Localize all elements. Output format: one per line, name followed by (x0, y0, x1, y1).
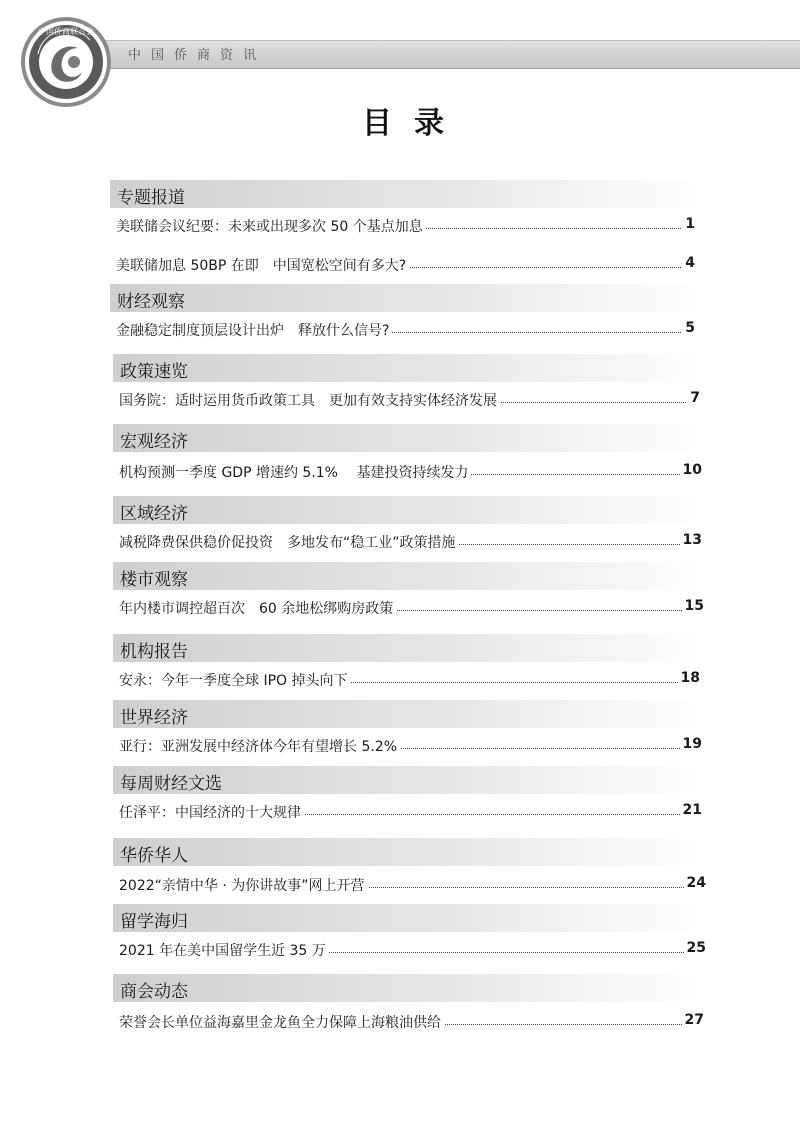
toc-entry[interactable] (116, 320, 695, 340)
toc-entry-title: 荣誉会长单位益海嘉里金龙鱼全力保障上海粮油供给 (119, 1012, 444, 1032)
toc-entry[interactable] (119, 532, 702, 552)
toc-entry-page-number: 25 (684, 940, 706, 956)
toc-entry-page-number: 13 (680, 532, 702, 548)
section-heading: 楼市观察 (120, 570, 188, 590)
toc-entry-page-number: 7 (687, 390, 700, 406)
section-heading-bar (110, 180, 700, 208)
section-heading-bar (110, 284, 700, 312)
section-heading: 专题报道 (117, 188, 185, 208)
toc-entry-page-number: 10 (680, 462, 702, 478)
toc-entry[interactable] (119, 940, 706, 960)
toc-entry-page-number: 5 (682, 320, 695, 336)
toc-entry-page-number: 1 (682, 216, 695, 232)
toc-entry[interactable] (119, 802, 702, 822)
section-heading: 财经观察 (117, 292, 185, 312)
toc-entry-page-number: 4 (682, 255, 695, 271)
section-heading: 每周财经文选 (120, 774, 222, 794)
toc-entry[interactable] (119, 670, 700, 690)
section-heading: 商会动态 (120, 982, 188, 1002)
section-heading-bar (113, 974, 703, 1002)
toc-entry-title: 金融稳定制度顶层设计出炉 释放什么信号? (116, 320, 392, 340)
section-heading-bar (113, 700, 703, 728)
toc-entry-page-number: 21 (680, 802, 702, 818)
toc-entry-page-number: 18 (678, 670, 700, 686)
toc-entry[interactable] (119, 462, 702, 482)
toc-entry[interactable] (119, 598, 704, 618)
toc-entry-title: 减税降费保供稳价促投资 多地发布“稳工业”政策措施 (119, 532, 459, 552)
section-heading: 留学海归 (120, 912, 188, 932)
toc-entry-title: 美联储会议纪要：未来或出现多次 50 个基点加息 (116, 216, 426, 236)
section-heading-bar (113, 904, 703, 932)
section-heading-bar (113, 838, 703, 866)
toc-entry-page-number: 15 (682, 598, 704, 614)
toc-entry-title: 安永：今年一季度全球 IPO 掉头向下 (119, 670, 351, 690)
section-heading-bar (113, 766, 703, 794)
toc-entry[interactable] (119, 390, 700, 410)
toc-entry-page-number: 24 (684, 875, 706, 891)
toc-entry-title: 任泽平：中国经济的十大规律 (119, 802, 304, 822)
svg-text:中国侨商联合会: 中国侨商联合会 (38, 27, 94, 36)
toc-entry-title: 美联储加息 50BP 在即 中国宽松空间有多大? (116, 255, 409, 275)
section-heading: 机构报告 (120, 642, 188, 662)
toc-entry-page-number: 19 (680, 736, 702, 752)
toc-entry-title: 年内楼市调控超百次 60 余地松绑购房政策 (119, 598, 396, 618)
section-heading: 宏观经济 (120, 432, 188, 452)
section-heading-bar (113, 424, 703, 452)
toc-entry-title: 2021 年在美中国留学生近 35 万 (119, 940, 329, 960)
section-heading-bar (113, 354, 703, 382)
toc-entry[interactable] (119, 875, 706, 895)
toc-entry-title: 亚行：亚洲发展中经济体今年有望增长 5.2% (119, 736, 400, 756)
page-title: 目录 (362, 106, 466, 141)
section-heading: 区域经济 (120, 504, 188, 524)
chamber-logo (18, 14, 114, 110)
toc-entry[interactable] (116, 216, 695, 236)
toc-entry[interactable] (119, 1012, 704, 1032)
publication-name: 中国侨商资讯 (128, 48, 267, 63)
toc-entry-title: 机构预测一季度 GDP 增速约 5.1% 基建投资持续发力 (119, 462, 471, 482)
section-heading-bar (113, 562, 703, 590)
section-heading: 世界经济 (120, 708, 188, 728)
toc-entry-page-number: 27 (682, 1012, 704, 1028)
toc-entry-title: 2022“亲情中华 · 为你讲故事”网上开营 (119, 875, 368, 895)
toc-entry-title: 国务院：适时运用货币政策工具 更加有效支持实体经济发展 (119, 390, 500, 410)
section-heading-bar (113, 634, 703, 662)
section-heading-bar (113, 496, 703, 524)
toc-entry[interactable] (116, 255, 695, 275)
section-heading: 华侨华人 (120, 846, 188, 866)
toc-entry[interactable] (119, 736, 702, 756)
section-heading: 政策速览 (120, 362, 188, 382)
